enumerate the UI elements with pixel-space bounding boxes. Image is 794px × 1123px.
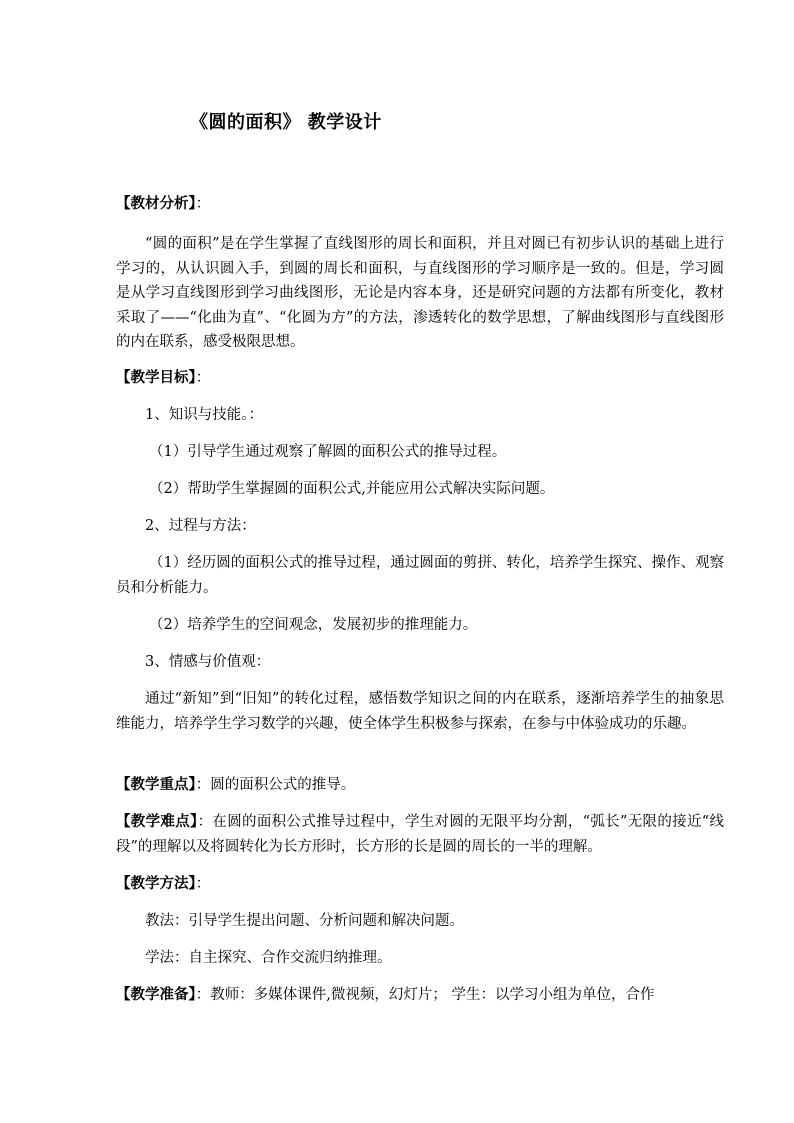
section-preparation: [116, 983, 654, 1008]
key-point-text: ：圆的面积公式的推导。: [195, 777, 356, 793]
heading-label: 【教学重点】: [116, 776, 196, 793]
goal1-item2: （2）帮助学生掌握圆的面积公式,并能应用公式解决实际问题。: [149, 481, 555, 497]
heading-label: 【教学方法】: [116, 875, 196, 892]
document-title: 《圆的面积》 教学设计: [190, 112, 382, 133]
heading-suffix: ：: [195, 370, 211, 386]
difficulty-text: ：在圆的面积公式推导过程中，学生对圆的无限平均分割，“弧长”无限的接近“线段”的理解以及将圆转化为长方形时，长方形的长是圆的周长的一半的理解。: [116, 814, 724, 855]
section-methods-heading: [116, 872, 210, 897]
preparation-text: ：教师：多媒体课件,微视频，幻灯片； 学生：以学习小组为单位，合作: [195, 987, 655, 1003]
textbook-analysis-paragraph: “圆的面积”是在学生掌握了直线图形的周长和面积，并且对圆已有初步认识的基础上进行学习的，从认识圆入手，到圆的周长和面积，与直线图形的学习顺序是一致的。但是，学习圆是从学习直线图形到学习曲线图形，无论是内容本身，还是研究问题的方法都有所变化，教材采取了——“化曲为直”、“化圆为方”的方法，渗透转化的数学思想，了解曲线图形与直线图形的内在联系，感受极限思想。: [116, 236, 724, 350]
section-key-point: [116, 773, 355, 798]
goal2-title: 2、过程与方法：: [145, 518, 256, 534]
section-difficulty: [116, 810, 724, 859]
heading-label: 【教学准备】: [116, 986, 196, 1003]
heading-suffix: ：: [195, 196, 211, 212]
heading-label: 【教学难点】: [116, 813, 198, 830]
goal3-title: 3、情感与价值观：: [145, 654, 271, 670]
goal2-item2: （2）培养学生的空间观念，发展初步的推理能力。: [149, 617, 478, 633]
learning-method: 学法：自主探究、合作交流归纳推理。: [145, 950, 392, 966]
goal1-item1: （1）引导学生通过观察了解圆的面积公式的推导过程。: [149, 444, 507, 460]
heading-suffix: ：: [195, 876, 211, 892]
section-teaching-goals-heading: [116, 366, 210, 391]
goal1-title: 1、知识与技能。：: [145, 407, 263, 423]
goal3-paragraph: 通过“新知”到“旧知”的转化过程，感悟数学知识之间的内在联系，逐渐培养学生的抽象思维能力，培养学生学习数学的兴趣，使全体学生积极参与探索，在参与中体验成功的乐趣。: [116, 691, 724, 732]
teaching-method: 教法：引导学生提出问题、分析问题和解决问题。: [145, 913, 464, 929]
heading-label: 【教材分析】: [116, 195, 196, 212]
heading-label: 【教学目标】: [116, 369, 196, 386]
goal2-item1: （1）经历圆的面积公式的推导过程，通过圆面的剪拼、转化，培养学生探究、操作、观察员和分析能力。: [116, 555, 724, 596]
section-textbook-analysis-heading: [116, 192, 210, 217]
